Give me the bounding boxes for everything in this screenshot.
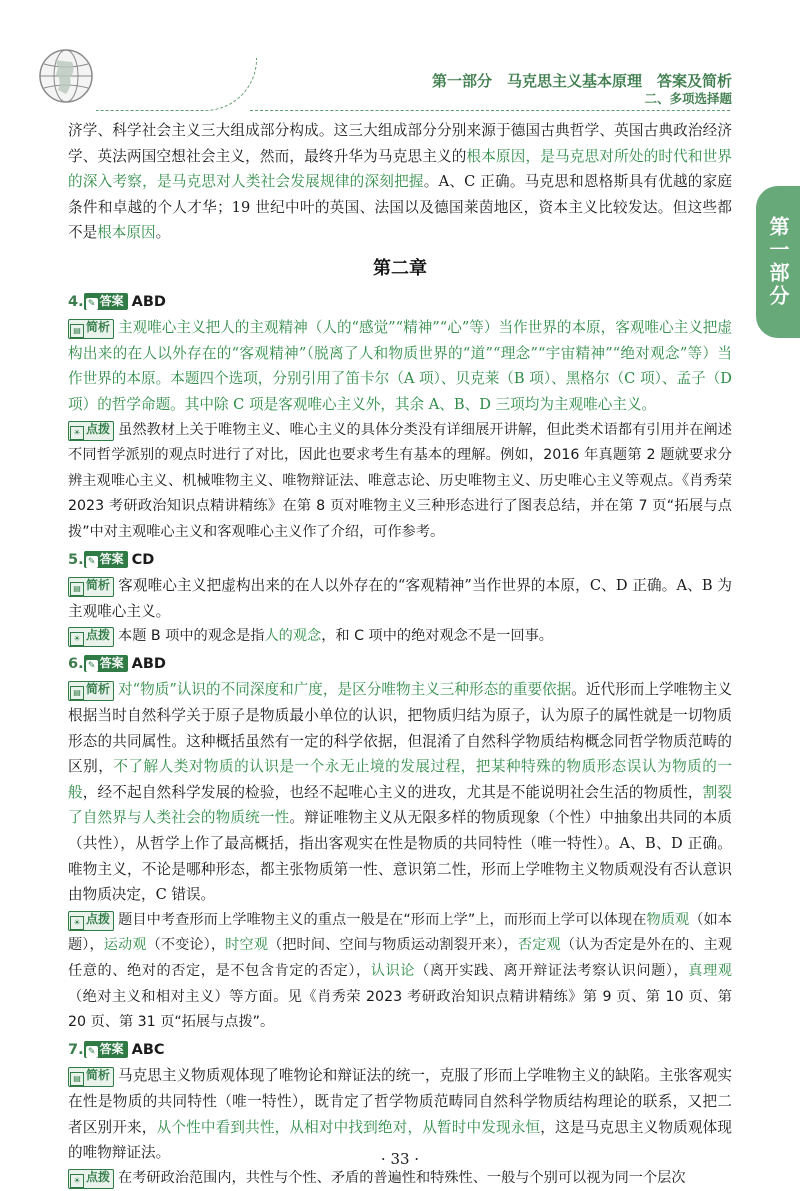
globe-icon [36, 46, 96, 106]
header-divider [250, 110, 730, 111]
intro-paragraph: 济学、科学社会主义三大组成部分构成。这三大组成部分分别来源于德国古典哲学、英国古典政治经济学、英法两国空想社会主义，然而，最终升华为马克思主义的根本原因，是马克思对所处的时代和世界的深入考察，是马克思对人类社会发展规律的深刻把握。A、C 正确。马克思和恩格斯具有优越的家庭条件和卓越的个人才华；19 世纪中叶的英国、法国以及德国莱茵地区，资本主义比较发达。但这些都不是根本原因。 [68, 122, 732, 242]
pencil-icon: ✎ [86, 1046, 98, 1058]
question-4-tip: ☀ 点拨 虽然教材上关于唯物主义、唯心主义的具体分类没有详细展开讲解，但此类术语都有引用并在阐述不同哲学派别的观点时进行了对比，因此也要求考生有基本的理解。例如，2016 年真题第 2 题就要求分辨主观唯心主义、机械唯物主义、唯物辩证法、唯意志论、历史唯物主义、历史唯心主义等观点。《肖秀荣 2023 考研政治知识点精讲精练》在第 8 页对唯物主义三种形态进行了图表总结，并在第 7 页“拓展与点拨”中对主观唯心主义和客观唯心主义作了介绍，可作参考。 [68, 421, 732, 540]
lightbulb-icon: ☀ [70, 426, 84, 440]
side-section-tab: 第一部分 [756, 186, 800, 338]
question-5-answer: 5. ✎ 答案 CD [68, 551, 155, 568]
analysis-badge: ▤ 简析 [68, 577, 114, 597]
tip-badge: ☀ 点拨 [68, 627, 114, 647]
analysis-badge: ▤ 简析 [68, 1067, 114, 1087]
analysis-badge: ▤ 简析 [68, 681, 114, 701]
header-subtitle: 二、多项选择题 [644, 91, 732, 106]
answer-badge: ✎ 答案 [84, 551, 128, 568]
book-icon: ▤ [70, 324, 84, 338]
book-icon: ▤ [70, 1072, 84, 1086]
page-number: · 33 · [380, 1150, 420, 1168]
lightbulb-icon: ☀ [70, 1174, 84, 1188]
header-title: 第一部分 马克思主义基本原理 答案及简析 [431, 72, 732, 90]
tip-badge: ☀ 点拨 [68, 421, 114, 441]
page-header [0, 0, 800, 116]
question-4-analysis: ▤ 简析 主观唯心主义把人的主观精神（人的“感觉”“精神”“心”等）当作世界的本原，客观唯心主义把虚构出来的在人以外存在的“客观精神”（脱离了人和物质世界的“道”“理念”“宇宙精神”“绝对观念”等）当作世界的本原。本题四个选项，分别引用了笛卡尔（A 项）、贝克莱（B 项）、黑格尔（C 项）、孟子（D 项）的哲学命题。其中除 C 项是客观唯心主义外，其余 A、B、D 三项均为主观唯心主义。 [68, 319, 732, 413]
tip-badge: ☀ 点拨 [68, 911, 114, 931]
analysis-badge: ▤ 简析 [68, 319, 114, 339]
header-decoration [96, 58, 257, 111]
chapter-title: 第二章 [373, 257, 427, 279]
question-6-answer: 6. ✎ 答案 ABD [68, 655, 166, 672]
answer-badge: ✎ 答案 [84, 293, 128, 310]
question-5-analysis: ▤ 简析 客观唯心主义把虚构出来的在人以外存在的“客观精神”当作世界的本原，C、D 正确。A、B 为主观唯心主义。 [68, 577, 732, 620]
question-4-answer: 4. ✎ 答案 ABD [68, 293, 166, 310]
question-7-answer: 7. ✎ 答案 ABC [68, 1041, 165, 1058]
question-6-analysis: ▤ 简析 对“物质”认识的不同深度和广度，是区分唯物主义三种形态的重要依据。近代形而上学唯物主义根据当时自然科学关于原子是物质最小单位的认识，把物质归结为原子，认为原子的属性就是一切物质形态的共同属性。这种概括虽然有一定的科学依据，但混淆了自然科学物质结构概念同哲学物质范畴的区别，不了解人类对物质的认识是一个永无止境的发展过程，把某种特殊的物质形态误认为物质的一般，经不起自然科学发展的检验，也经不起唯心主义的进攻，尤其是不能说明社会生活的物质性，割裂了自然界与人类社会的物质统一性。辩证唯物主义从无限多样的物质现象（个性）中抽象出共同的本质（共性），从哲学上作了最高概括，指出客观实在性是物质的共同特性（唯一特性）。A、B、D 正确。唯物主义，不论是哪种形态，都主张物质第一性、意识第二性，形而上学唯物主义物质观没有否认意识由物质决定，C 错误。 [68, 681, 732, 904]
tip-badge: ☀ 点拨 [68, 1169, 114, 1189]
question-5-tip: ☀ 点拨 本题 B 项中的观念是指人的观念，和 C 项中的绝对观念不是一回事。 [68, 624, 732, 650]
lightbulb-icon: ☀ [70, 632, 84, 646]
question-7-tip: ☀ 点拨 在考研政治范围内，共性与个性、矛盾的普遍性和特殊性、一般与个别可以视为同一个层次 [68, 1166, 732, 1191]
pencil-icon: ✎ [86, 660, 98, 672]
answer-badge: ✎ 答案 [84, 1041, 128, 1058]
lightbulb-icon: ☀ [70, 916, 84, 930]
pencil-icon: ✎ [86, 298, 98, 310]
question-7-analysis: ▤ 简析 马克思主义物质观体现了唯物论和辩证法的统一，克服了形而上学唯物主义的缺陷。主张客观实在性是物质的共同特性（唯一特性），既肯定了哲学物质范畴同自然科学物质结构理论的联系，又把二者区别开来，从个性中看到共性，从相对中找到绝对，从暂时中发现永恒，这是马克思主义物质观体现的唯物辩证法。 [68, 1067, 732, 1162]
answer-badge: ✎ 答案 [84, 655, 128, 672]
book-icon: ▤ [70, 582, 84, 596]
pencil-icon: ✎ [86, 556, 98, 568]
question-6-tip: ☀ 点拨 题目中考查形而上学唯物主义的重点一般是在“形而上学”上，而形而上学可以体现在物质观（如本题），运动观（不变论），时空观（把时间、空间与物质运动割裂开来），否定观（认为否定是外在的、主观任意的、绝对的否定，是不包含肯定的否定），认识论（离开实践、离开辩证法考察认识问题），真理观（绝对主义和相对主义）等方面。见《肖秀荣 2023 考研政治知识点精讲精练》第 9 页、第 10 页、第 20 页、第 31 页“拓展与点拨”。 [68, 911, 732, 1031]
page-content [68, 118, 732, 1191]
book-icon: ▤ [70, 686, 84, 700]
